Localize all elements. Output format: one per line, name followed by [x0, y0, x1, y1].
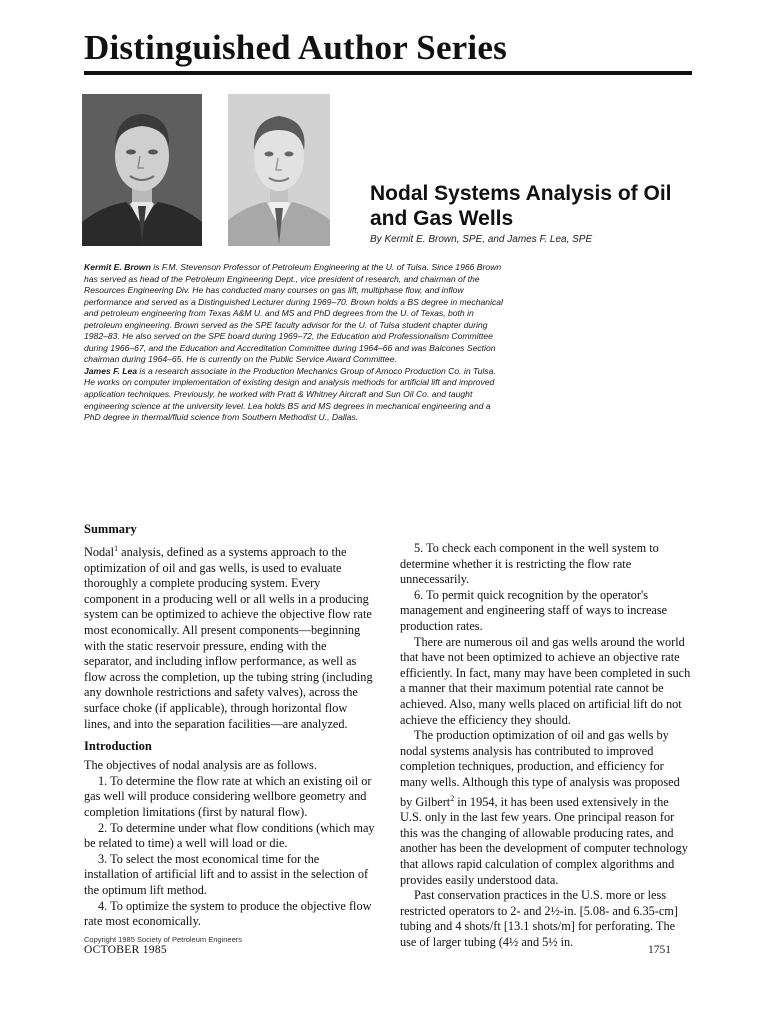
summary-word: Nodal	[84, 545, 115, 560]
bio-brown-name: Kermit E. Brown	[84, 262, 151, 272]
page-number: 1751	[648, 944, 671, 956]
paragraph-production-optimization	[400, 728, 692, 888]
paragraph-past-conservation: Past conservation practices in the U.S. more or less restricted operators to 2- and 2½-in. [5.08- and 6.35-cm] tubing and 4 shots/ft [13.1 shots/m] for perforating. The use of larger tubing (4½ and 5½ in.	[400, 888, 678, 949]
brown-portrait-graphic	[82, 94, 202, 246]
intro-lead: The objectives of nodal analysis are as follows.	[84, 758, 317, 773]
author-bios	[84, 262, 504, 424]
left-column	[84, 522, 376, 947]
summary-text: analysis, defined as a systems approach to the optimization of oil and gas wells, is used to evaluate thoroughly a complete producing system. Every component in a producing well or all wells in a producing system can be optimized to achieve the objective flow rate most economically. All present components—beginning with the static reservoir pressure, ending with the separator, and including inflow performance, as well as flow across the completion, up the tubing string (including any downhole restrictions and safety valves), across the surface choke (if applicable), through horizontal flow lines, and into the separation facilities—are analyzed.	[84, 545, 373, 731]
production-text-b: in 1954, it has been used extensively in the U.S. only in the last few years. One principal reason for this was the changing of allowable producing rates, and another has been the development of computer technology that allows rapid calculation of complex algorithms and provides easily understood data.	[400, 794, 688, 887]
objective-3: 3. To select the most economical time for the installation of artificial lift and to assist in the selection of the optimum lift method.	[84, 851, 369, 897]
objective-5: 5. To check each component in the well system to determine whether it is restricting the flow rate unnecessarily.	[400, 541, 659, 587]
author-photo-lea	[228, 94, 330, 246]
objective-1: 1. To determine the flow rate at which an existing oil or gas well will produce considering wellbore geometry and completion limitations (first by natural flow).	[84, 773, 372, 819]
summary-footnote-ref: 1	[114, 544, 119, 553]
lea-portrait-graphic	[228, 94, 330, 246]
article-title: Nodal Systems Analysis of Oil and Gas Wells	[370, 182, 672, 230]
objective-2: 2. To determine under what flow conditions (which may be related to time) a well will load or die.	[84, 820, 375, 851]
objective-6: 6. To permit quick recognition by the operator's management and engineering staff of ways to increase production rates.	[400, 587, 668, 633]
article-byline: By Kermit E. Brown, SPE, and James F. Lea, SPE	[370, 234, 593, 245]
summary-paragraph	[84, 541, 376, 732]
intro-heading: Introduction	[84, 739, 152, 754]
paragraph-numerous-wells: There are numerous oil and gas wells around the world that have not been optimized to achieve an objective rate efficiently. In fact, many may have been completed in such a manner that their maximum potential rate cannot be achieved. Also, many wells placed on artificial lift do not achieve the efficiency they should.	[400, 634, 691, 727]
objective-4: 4. To optimize the system to produce the objective flow rate most economically.	[84, 898, 372, 929]
bio-lea	[84, 366, 504, 424]
bio-lea-text: is a research associate in the Production Mechanics Group of Amoco Production Co. in Tulsa. He works on computer implementation of existing design and analysis methods for artificial lift and improved application techniques. Previously, he worked with Pratt & Whitney Aircraft and Sun Oil Co. and taught engineering science at the university level. Lea holds BS and MS degrees in mechanical engineering and a PhD degree in thermal/fluid science from Southern Methodist U., Dallas.	[84, 365, 496, 423]
bio-brown	[84, 262, 504, 366]
bio-brown-text: is F.M. Stevenson Professor of Petroleum Engineering at the U. of Tulsa. Since 1966 Brown has served as head of the Petroleum Engineering Dept., vice president of research, and chairman of the Resources Engineering Div. He has conducted many courses on gas lift, multiphase flow, and inflow performance and served as a Distinguished Lecturer during 1969–70. Brown holds a BS degree in mechanical and petroleum engineering from Texas A&M U. and MS and PhD degrees from the U. of Texas, both in petroleum engineering. Brown served as the SPE faculty advisor for the U. of Tulsa student chapter during 1982–83. He also served on the SPE board during 1969–72, the Education and Professionalism Committee during 1966–67, and the Education and Accreditation Committee during 1964–66 and was Balcones Section chairman during 1964–65. He is currently on the Public Service Award Committee.	[84, 262, 503, 365]
production-text-a: The production optimization of oil and gas wells by nodal systems analysis has contributed to improved completion techniques, production, and efficiency for many wells. Although this type of analysis was proposed by Gilbert	[400, 728, 680, 809]
title-rule	[84, 71, 692, 75]
copyright-notice: Copyright 1985 Society of Petroleum Engineers	[84, 934, 243, 944]
bio-lea-name: James F. Lea	[84, 365, 138, 376]
production-footnote-ref: 2	[450, 793, 455, 803]
series-title: Distinguished Author Series	[84, 28, 507, 67]
footer-date: OCTOBER 1985	[84, 944, 167, 956]
summary-heading: Summary	[84, 522, 137, 536]
author-photo-brown	[82, 94, 202, 246]
right-column	[400, 541, 692, 951]
